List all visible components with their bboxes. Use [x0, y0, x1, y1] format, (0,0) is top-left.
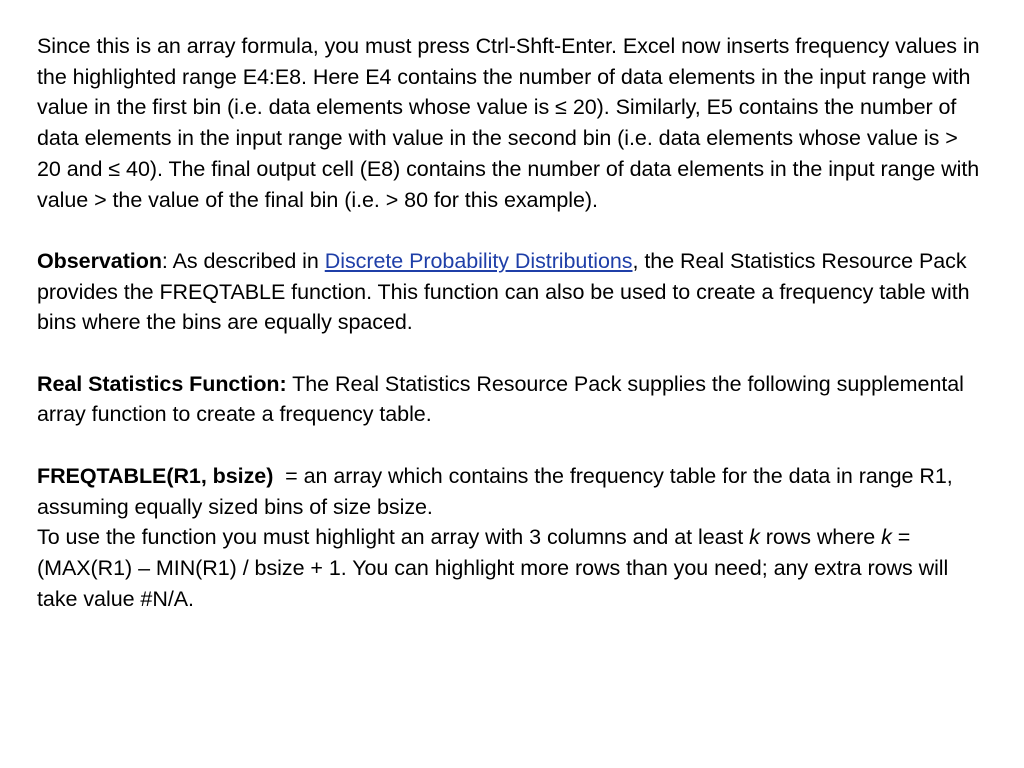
observation-text-before-link: : As described in — [161, 248, 325, 273]
paragraph-freqtable-definition — [37, 461, 982, 522]
usage-k-variable-2: k — [881, 525, 892, 550]
discrete-probability-distributions-link[interactable]: Discrete Probability Distributions — [324, 248, 633, 273]
document-body — [37, 31, 982, 614]
paragraph-real-statistics-function — [37, 369, 982, 430]
paragraph-array-formula — [37, 31, 982, 215]
usage-text-c: = (MAX(R1) – MIN(R1) / bsize + 1. You can highlight more rows than you need; any extra rows will take value #N/A. — [37, 525, 949, 611]
paragraph-array-formula-text: Since this is an array formula, you must press Ctrl-Shft-Enter. Excel now inserts frequency values in the highlighted range E4:E8. Here E4 contains the number of data elements in the input range with value in the first bin (i.e. data elements whose value is ≤ 20). Similarly, E5 contains the number of data elements in the input range with value in the second bin (i.e. data elements whose value is > 20 and ≤ 40). The final output cell (E8) contains the number of data elements in the input range with value > the value of the final bin (i.e. > 80 for this example). — [37, 34, 980, 212]
usage-text-b: rows where — [759, 525, 882, 550]
usage-k-variable-1: k — [749, 525, 760, 550]
usage-text-a: To use the function you must highlight an array with 3 columns and at least — [37, 525, 750, 550]
observation-text-after-link: , the Real Statistics Resource Pack provides the FREQTABLE function. This function can also be used to create a frequency table with bins where the bins are equally spaced. — [37, 248, 970, 335]
real-statistics-function-label: Real Statistics Function: — [37, 371, 287, 396]
freqtable-signature: FREQTABLE(R1, bsize) — [37, 463, 274, 488]
freqtable-definition-text: = an array which contains the frequency table for the data in range R1, assuming equally sized bins of size bsize. — [37, 463, 959, 519]
observation-label: Observation — [37, 248, 162, 273]
real-statistics-function-text: The Real Statistics Resource Pack supplies the following supplemental array function to create a frequency table. — [37, 371, 964, 427]
paragraph-observation — [37, 246, 982, 338]
paragraph-freqtable-usage — [37, 522, 982, 614]
